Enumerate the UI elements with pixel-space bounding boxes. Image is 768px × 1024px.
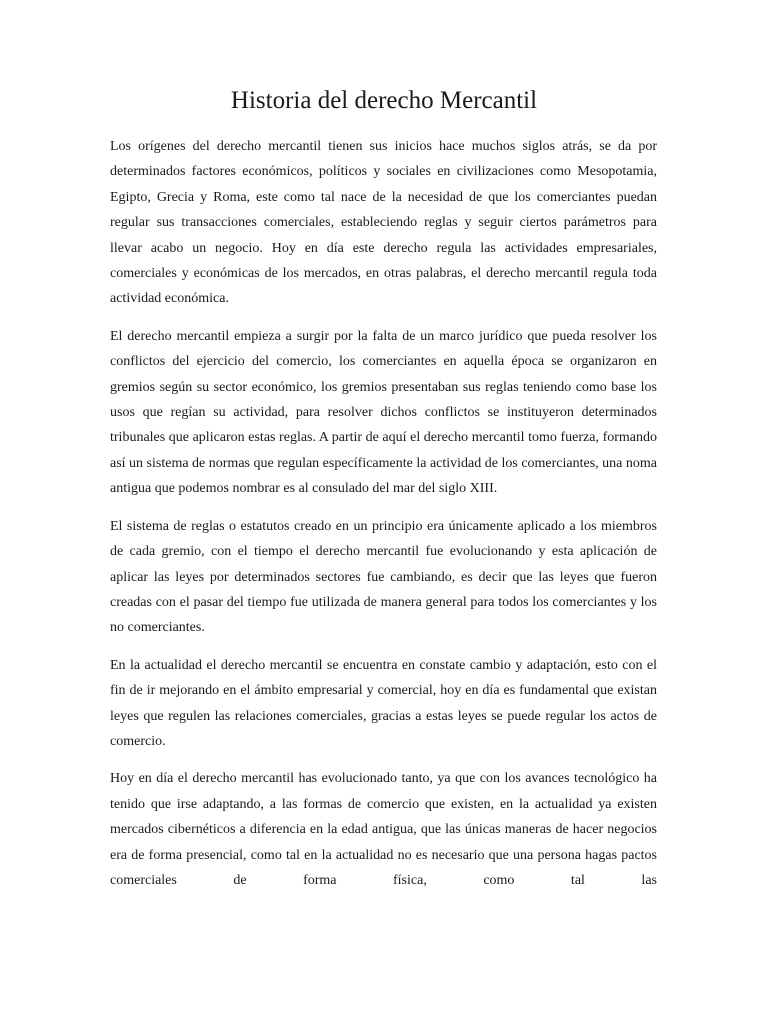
paragraph-rule-system: El sistema de reglas o estatutos creado en un principio era únicamente aplicado a los miembros de cada gremio, con el tiempo el derecho mercantil fue evolucionando y esta aplicación de aplicar las leyes por determinados sectores fue cambiando, es decir que las leyes que fueron creadas con el pasar del tiempo fue utilizada de manera general para todos los comerciantes y los no comerciantes. <box>110 518 657 636</box>
document-title: Historia del derecho Mercantil <box>230 87 538 114</box>
document-body <box>110 134 657 905</box>
paragraph-origins: Los orígenes del derecho mercantil tienen sus inicios hace muchos siglos atrás, se da por determinados factores económicos, políticos y sociales en civilizaciones como Mesopotamia, Egipto, Grecia y Roma, este como tal nace de la necesidad de que los comerciantes puedan regular sus transacciones comerciales, estableciendo reglas y seguir ciertos parámetros para llevar acabo un negocio. Hoy en día este derecho regula las actividades empresariales, comerciales y económicas de los mercados, en otras palabras, el derecho mercantil regula toda actividad económica. <box>110 139 657 307</box>
paragraph-technology: Hoy en día el derecho mercantil has evolucionado tanto, ya que con los avances tecnológico ha tenido que irse adaptando, a las formas de comercio que existen, en la actualidad ya existen mercados cibernéticos a diferencia en la edad antigua, que las únicas maneras de hacer negocios era de forma presencial, como tal en la actualidad no es necesario que una persona hagas pactos comerciales de forma física, como tal las <box>110 771 657 888</box>
paragraph-emergence: El derecho mercantil empieza a surgir por la falta de un marco jurídico que pueda resolver los conflictos del ejercicio del comercio, los comerciantes en aquella época se organizaron en gremios según su sector económico, los gremios presentaban sus reglas teniendo como base los usos que regían su actividad, para resolver dichos conflictos se instituyeron determinados tribunales que aplicaron estas reglas. A partir de aquí el derecho mercantil tomo fuerza, formando así un sistema de normas que regulan específicamente la actividad de los comerciantes, una noma antigua que podemos nombrar es al consulado del mar del siglo XIII. <box>110 328 657 497</box>
paragraph-present-day: En la actualidad el derecho mercantil se encuentra en constate cambio y adaptación, esto con el fin de ir mejorando en el ámbito empresarial y comercial, hoy en día es fundamental que existan leyes que regulen las relaciones comerciales, gracias a estas leyes se puede regular los actos de comercio. <box>110 657 657 749</box>
